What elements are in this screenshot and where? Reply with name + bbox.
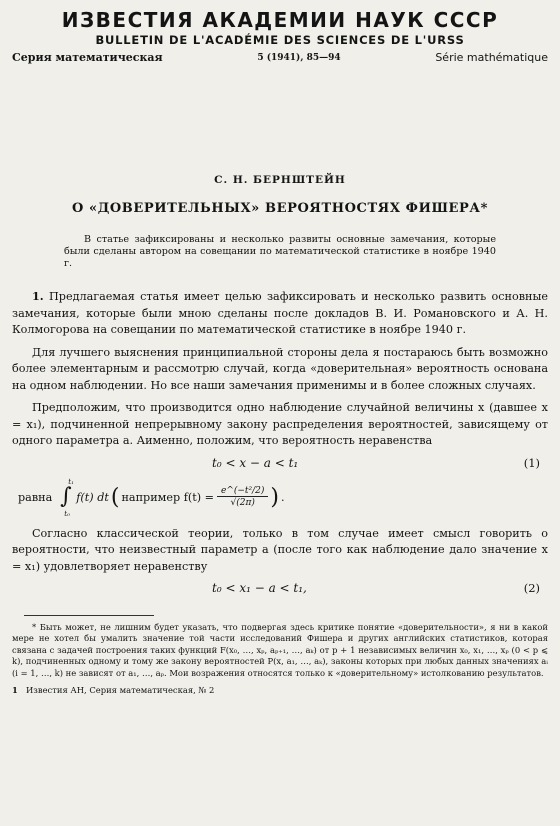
equation-1-number: (1)	[523, 455, 540, 470]
paragraph-3: Предположим, что производится одно наблюдение случайной величины x (давшее x = x₁), подчиненной непрерывному закону распределения вероятностей, зависящему от одного параметра a. Аименно, положим, что вероятность неравенства	[12, 401, 548, 447]
example-text: например f(t) =	[121, 491, 214, 504]
equation-1	[12, 450, 548, 476]
equation-1-body: t₀ < x − a < t₁	[212, 455, 299, 470]
integral-equation	[18, 476, 548, 520]
period: .	[281, 491, 285, 504]
integral-lower-limit: t₀	[64, 509, 70, 518]
paragraph-4: Согласно классической теории, только в том случае имеет смысл говорить о вероятности, что неизвестный параметр a (после того как наблюдение дало значение x = x₁) удовлетворяет неравенству	[12, 526, 548, 573]
article-title: О «ДОВЕРИТЕЛЬНЫХ» ВЕРОЯТНОСТЯХ ФИШЕРА*	[71, 201, 489, 216]
close-paren: )	[270, 485, 280, 510]
paragraph-2: Для лучшего выяснения принципиальной стороны дела я постараюсь быть возможно более элементарным и рассмотрю случай, когда «доверительная» вероятность основана на одном наблюдении. Но все наши замечания применимы и в более сложных случаях.	[12, 345, 548, 392]
series-ru: Серия математическая	[12, 51, 163, 64]
density-fraction	[217, 486, 268, 509]
series-line	[12, 50, 548, 66]
fraction-denominator: √(2π)	[230, 498, 255, 508]
integral-sign	[58, 478, 74, 518]
paragraph-1-text: Предлагаемая статья имеет целью зафиксировать и несколько развить основные замечания, которые были мною сделаны после докладов В. И. Романовского и А. Н. Колмогорова на совещании по математической статистике в ноябре 1940 г.	[12, 290, 549, 336]
footnote-divider	[24, 615, 154, 616]
paragraph-1	[12, 288, 548, 339]
section-number: 1.	[32, 289, 44, 303]
integral-upper-limit: t₁	[68, 477, 74, 486]
footnote: * Быть может, не лишним будет указать, что подвергая здесь критике понятие «доверительности», я ни в какой мере не хотел бы умалить значение той части исследований Фишера и других английских статистиков, которая связана с задачей построения таких функций F(x₀, …, xₚ, aₚ₊₁, …, aₖ) от p + 1 независимых величин x₀, x₁, …, xₚ (0 < p ⩽ k), подчиненных одному и тому же закону вероятностей P(x, a₁, …, aₖ), законы которых при любых данных значениях aᵢ (i = 1, …, k) не зависят от a₁, …, aₚ. Мои возражения относятся только к «доверительному» истолкованию результатов.	[12, 622, 548, 678]
equation-2	[12, 575, 548, 601]
equation-2-body: t₀ < x₁ − a < t₁,	[212, 581, 307, 595]
journal-subtitle: BULLETIN DE L'ACADÉMIE DES SCIENCES DE L'URSS	[95, 33, 465, 47]
issue-info: 5 (1941), 85—94	[257, 53, 341, 63]
series-fr: Série mathématique	[435, 51, 548, 64]
article-abstract: В статье зафиксированы и несколько развиты основные замечания, которые были сделаны автором на совещании по математической статистике в ноябре 1940 г.	[64, 234, 496, 269]
integrand: f(t) dt	[76, 491, 109, 504]
footer-text: Известия АН, Серия математическая, № 2	[26, 685, 215, 696]
integral-prefix: равна	[18, 491, 53, 504]
journal-title: ИЗВЕСТИЯ АКАДЕМИИ НАУК СССР	[61, 8, 499, 32]
page-number: 1	[12, 685, 18, 696]
fraction-numerator: e^(−t²/2)	[217, 486, 268, 497]
equation-2-number: (2)	[523, 581, 540, 595]
page-footer	[12, 685, 548, 695]
integral-glyph: ∫	[60, 483, 72, 509]
article-author: С. Н. БЕРНШТЕЙН	[214, 174, 346, 186]
open-paren: (	[110, 485, 120, 510]
